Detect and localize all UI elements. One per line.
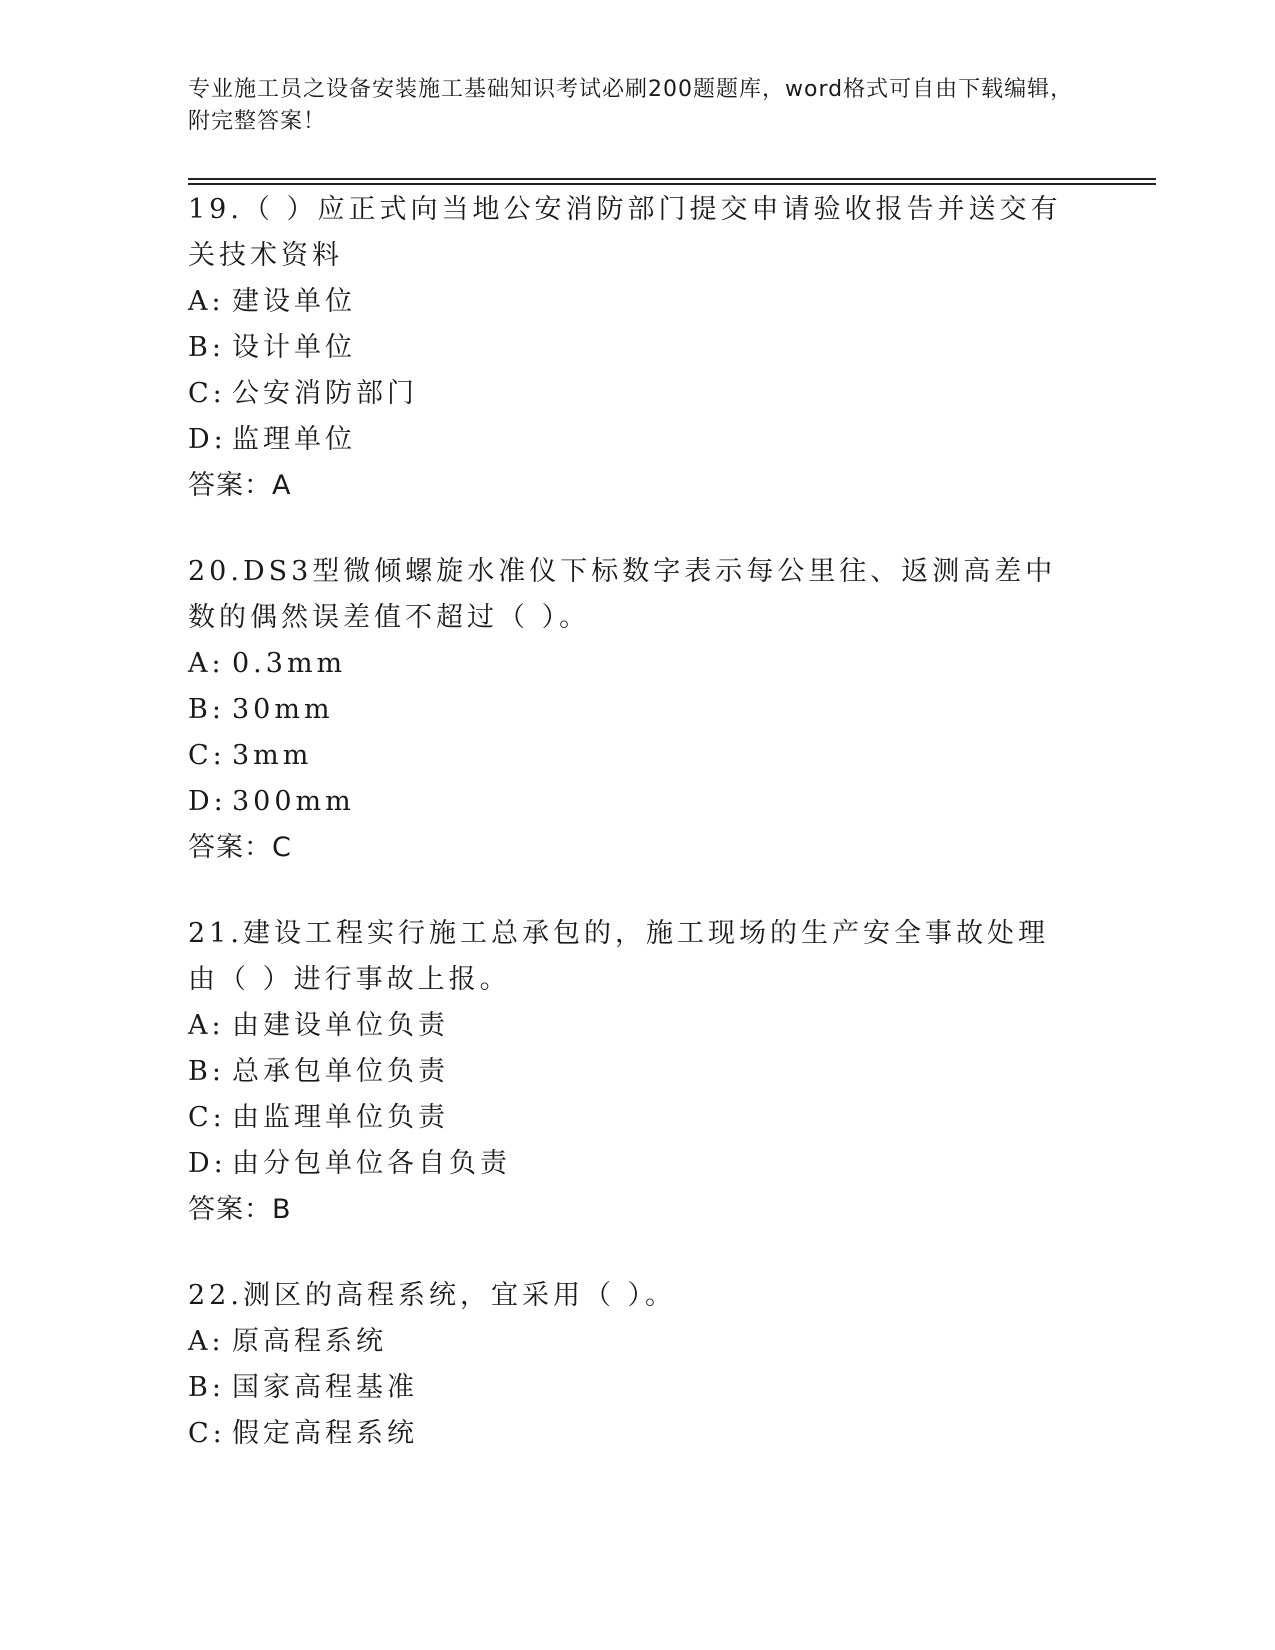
answer: 答案：B bbox=[188, 1194, 292, 1225]
question-text: 22.测区的高程系统，宜采用（ ）。 bbox=[188, 1280, 677, 1311]
option-d bbox=[188, 417, 1088, 463]
option-text: 0.3mm bbox=[232, 648, 347, 679]
option-text: 由建设单位负责 bbox=[232, 1010, 449, 1041]
option-a bbox=[188, 1003, 1088, 1049]
header-divider-bottom bbox=[188, 183, 1156, 185]
document-header: 专业施工员之设备安装施工基础知识考试必刷200题题库，word格式可自由下载编辑，附完整答案！ bbox=[188, 77, 1074, 134]
option-text: 由分包单位各自负责 bbox=[232, 1148, 511, 1179]
option-key: B: bbox=[188, 1056, 225, 1087]
option-key: C: bbox=[188, 1418, 226, 1449]
question-list bbox=[188, 187, 1088, 1497]
question-22 bbox=[188, 1273, 1088, 1457]
option-b bbox=[188, 1049, 1088, 1095]
option-a bbox=[188, 279, 1088, 325]
option-text: 监理单位 bbox=[232, 424, 356, 455]
question-19 bbox=[188, 187, 1088, 509]
question-21 bbox=[188, 911, 1088, 1233]
option-text: 总承包单位负责 bbox=[232, 1056, 449, 1087]
option-b bbox=[188, 1365, 1088, 1411]
question-text: 19.（ ）应正式向当地公安消防部门提交申请验收报告并送交有关技术资料 bbox=[188, 194, 1062, 271]
option-key: D: bbox=[188, 786, 227, 817]
answer: 答案：C bbox=[188, 832, 292, 863]
option-text: 由监理单位负责 bbox=[232, 1102, 449, 1133]
option-text: 3mm bbox=[232, 740, 313, 771]
option-b bbox=[188, 325, 1088, 371]
option-key: B: bbox=[188, 332, 225, 363]
option-c bbox=[188, 733, 1088, 779]
option-text: 300mm bbox=[232, 786, 355, 817]
option-key: A: bbox=[188, 648, 225, 679]
option-key: C: bbox=[188, 1102, 226, 1133]
question-text: 20.DS3型微倾螺旋水准仪下标数字表示每公里往、返测高差中数的偶然误差值不超过（ ）。 bbox=[188, 556, 1057, 633]
option-a bbox=[188, 641, 1088, 687]
option-key: A: bbox=[188, 1326, 225, 1357]
option-text: 原高程系统 bbox=[232, 1326, 387, 1357]
question-text: 21.建设工程实行施工总承包的，施工现场的生产安全事故处理由（ ）进行事故上报。 bbox=[188, 918, 1049, 995]
answer: 答案：A bbox=[188, 470, 292, 501]
option-text: 国家高程基准 bbox=[232, 1372, 418, 1403]
option-text: 建设单位 bbox=[232, 286, 356, 317]
question-20 bbox=[188, 549, 1088, 871]
option-key: A: bbox=[188, 286, 225, 317]
option-c bbox=[188, 1095, 1088, 1141]
option-key: D: bbox=[188, 424, 227, 455]
option-b bbox=[188, 687, 1088, 733]
option-key: A: bbox=[188, 1010, 225, 1041]
option-c bbox=[188, 1411, 1088, 1457]
option-d bbox=[188, 1141, 1088, 1187]
option-key: B: bbox=[188, 694, 225, 725]
option-key: B: bbox=[188, 1372, 225, 1403]
option-a bbox=[188, 1319, 1088, 1365]
option-text: 30mm bbox=[232, 694, 334, 725]
option-text: 公安消防部门 bbox=[232, 378, 418, 409]
option-key: D: bbox=[188, 1148, 227, 1179]
option-text: 假定高程系统 bbox=[232, 1418, 418, 1449]
option-d bbox=[188, 779, 1088, 825]
option-text: 设计单位 bbox=[232, 332, 356, 363]
option-key: C: bbox=[188, 740, 226, 771]
header-divider-top bbox=[188, 178, 1156, 180]
option-c bbox=[188, 371, 1088, 417]
option-key: C: bbox=[188, 378, 226, 409]
